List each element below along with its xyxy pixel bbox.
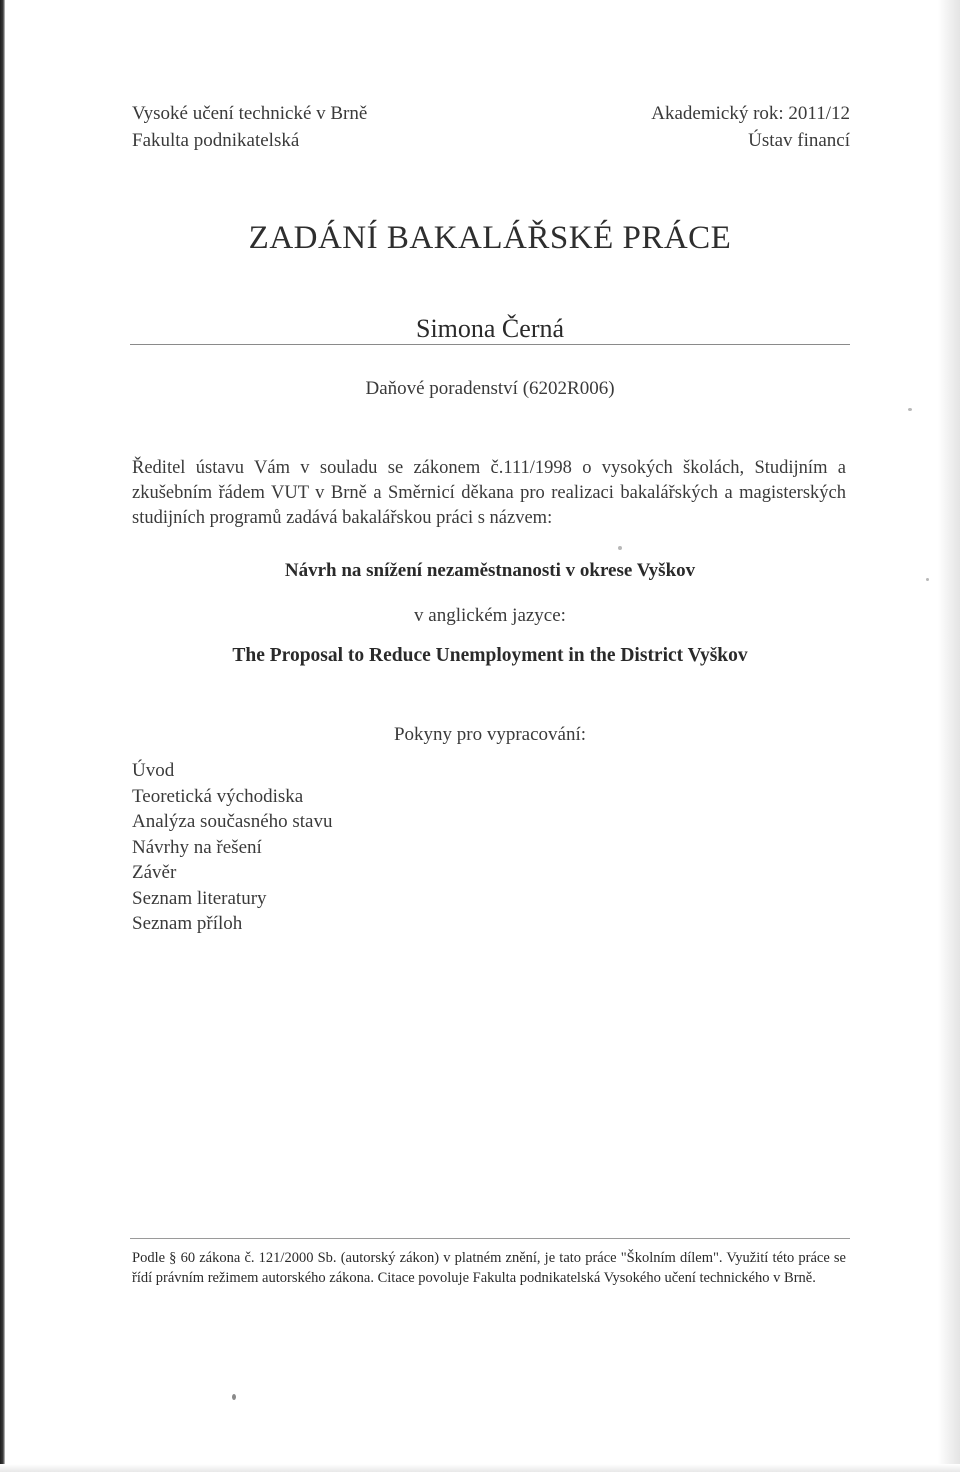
thesis-title-english: The Proposal to Reduce Unemployment in the District Vyškov: [232, 645, 748, 666]
copyright-note: Podle § 60 zákona č. 121/2000 Sb. (autorský zákon) v platném znění, je tato práce "Školním dílem". Využití této práce se řídí právním režimem autorského zákona. Citace povoluje Fakulta podnikatelská Vysokého učení technického v Brně.: [132, 1250, 846, 1286]
instruction-item: Teoretická východiska: [132, 785, 304, 807]
scan-speck: [232, 1394, 236, 1400]
scan-speck: [618, 546, 622, 550]
instruction-item: Analýza současného stavu: [132, 811, 333, 832]
instruction-item: Návrhy na řešení: [132, 836, 262, 858]
university-name: Vysoké učení technické v Brně: [132, 103, 368, 124]
scan-speck: [908, 408, 912, 411]
assignment-intro: Ředitel ústavu Vám v souladu se zákonem č.111/1998 o vysokých školách, Studijním a zkušebním řádem VUT v Brně a Směrnicí děkana pro realizaci bakalářských a magisterských studijních programů zadává bakalářskou práci s názvem:: [132, 458, 846, 528]
faculty-name: Fakulta podnikatelská: [132, 130, 300, 151]
english-language-label: v anglickém jazyce:: [414, 605, 566, 626]
header-academic-info: [651, 100, 850, 154]
student-name: Simona Černá: [415, 314, 565, 343]
instruction-item: Úvod: [132, 760, 175, 781]
scan-speck: [926, 578, 929, 581]
study-program: Daňové poradenství (6202R006): [365, 378, 615, 399]
instructions-list: [132, 758, 333, 937]
header-institution: [132, 100, 367, 154]
scan-bottom-edge: [0, 1464, 960, 1472]
academic-year: Akademický rok: 2011/12: [651, 103, 850, 124]
document-title: ZADÁNÍ BAKALÁŘSKÉ PRÁCE: [248, 220, 732, 256]
footer-divider: [130, 1238, 850, 1239]
instruction-item: Závěr: [132, 862, 177, 883]
instructions-heading: Pokyny pro vypracování:: [393, 724, 587, 745]
instruction-item: Seznam literatury: [132, 887, 267, 909]
department-name: Ústav financí: [748, 130, 850, 151]
thesis-title-czech: Návrh na snížení nezaměstnanosti v okrese Vyškov: [284, 560, 696, 581]
name-underline: [130, 344, 850, 345]
instruction-item: Seznam příloh: [132, 913, 243, 934]
